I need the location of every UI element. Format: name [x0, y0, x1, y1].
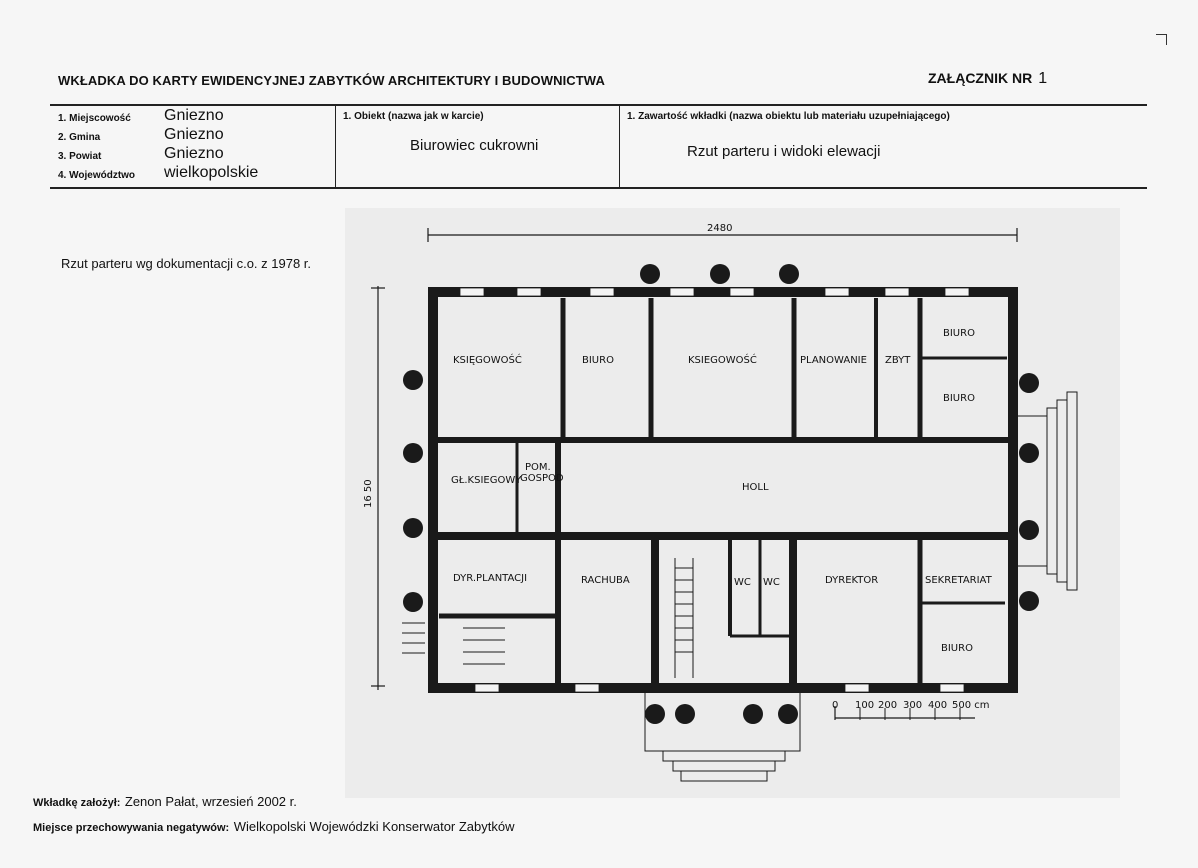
- depth-dimension: 16 50: [363, 479, 374, 508]
- room-ksiegowosc-2: KSIEGOWOŚĆ: [688, 355, 757, 366]
- room-zbyt: ZBYT: [885, 355, 911, 366]
- content-label: 1. Zawartość wkładki (nazwa obiektu lub materiału uzupełniającego): [627, 111, 950, 122]
- room-hol: HOLL: [742, 482, 769, 493]
- scale-label-200: 200: [878, 700, 898, 711]
- document-title: WKŁADKA DO KARTY EWIDENCYJNEJ ZABYTKÓW ARCHITEKTURY I BUDOWNICTWA: [58, 73, 605, 88]
- gmina-value: Gniezno: [164, 126, 224, 143]
- storage-label: Miejsce przechowywania negatywów:: [33, 822, 230, 834]
- scale-label-500: 500 cm: [952, 700, 990, 711]
- header-divider-2: [619, 105, 620, 188]
- room-biuro-4: BIURO: [941, 643, 973, 654]
- corner-mark: [1156, 34, 1167, 45]
- floor-plan-image: [345, 208, 1120, 798]
- annex-number: 1: [1038, 70, 1048, 87]
- room-gl-ksiegowy: GŁ.KSIEGOWY: [451, 475, 522, 486]
- room-pom-gospod-1: POM.: [525, 462, 551, 473]
- room-pom-gospod-2: GOSPOD: [520, 473, 564, 484]
- width-dimension: 2480: [707, 223, 733, 234]
- room-biuro-2: BIURO: [943, 328, 975, 339]
- object-label: 1. Obiekt (nazwa jak w karcie): [343, 111, 484, 122]
- room-ksiegowosc-1: KSIĘGOWOŚĆ: [453, 355, 522, 366]
- plan-caption: Rzut parteru wg dokumentacji c.o. z 1978 r.: [61, 256, 312, 271]
- header-divider-1: [335, 105, 336, 188]
- room-wc-1: WC: [734, 577, 751, 588]
- room-dyrektor: DYREKTOR: [825, 575, 879, 586]
- scale-label-400: 400: [928, 700, 948, 711]
- room-biuro-1: BIURO: [582, 355, 614, 366]
- content-value: Rzut parteru i widoki elewacji: [687, 143, 881, 160]
- footer-storage: [33, 818, 515, 836]
- author-label: Wkładkę założył:: [33, 797, 121, 809]
- miejscowosc-value: Gniezno: [164, 107, 224, 124]
- room-biuro-3: BIURO: [943, 393, 975, 404]
- author-value: Zenon Pałat, wrzesień 2002 r.: [124, 794, 297, 809]
- powiat-value: Gniezno: [164, 145, 224, 162]
- room-wc-2: WC: [763, 577, 780, 588]
- room-dyr-plantacji: DYR.PLANTACJI: [453, 573, 528, 584]
- annex-label: [928, 70, 1047, 88]
- wojewodztwo-label: 4. Województwo: [58, 170, 136, 181]
- header-top-rule: [50, 104, 1147, 106]
- floor-plan-drawing: [345, 208, 1120, 798]
- footer-author: [33, 793, 297, 811]
- miejscowosc-label: 1. Miejscowość: [58, 113, 131, 124]
- wojewodztwo-value: wielkopolskie: [164, 164, 259, 181]
- object-value: Biurowiec cukrowni: [410, 137, 539, 154]
- scale-label-300: 300: [903, 700, 923, 711]
- room-rachuba: RACHUBA: [581, 575, 630, 586]
- powiat-label: 3. Powiat: [58, 151, 102, 162]
- scale-label-100: 100: [855, 700, 875, 711]
- scale-label-0: 0: [832, 700, 839, 711]
- room-planowanie: PLANOWANIE: [800, 355, 867, 366]
- storage-value: Wielkopolski Wojewódzki Konserwator Zabytków: [233, 819, 515, 834]
- room-sekretariat: SEKRETARIAT: [925, 575, 992, 586]
- annex-label-text: ZAŁĄCZNIK NR: [928, 70, 1033, 86]
- gmina-label: 2. Gmina: [58, 132, 101, 143]
- header-bottom-rule: [50, 187, 1147, 189]
